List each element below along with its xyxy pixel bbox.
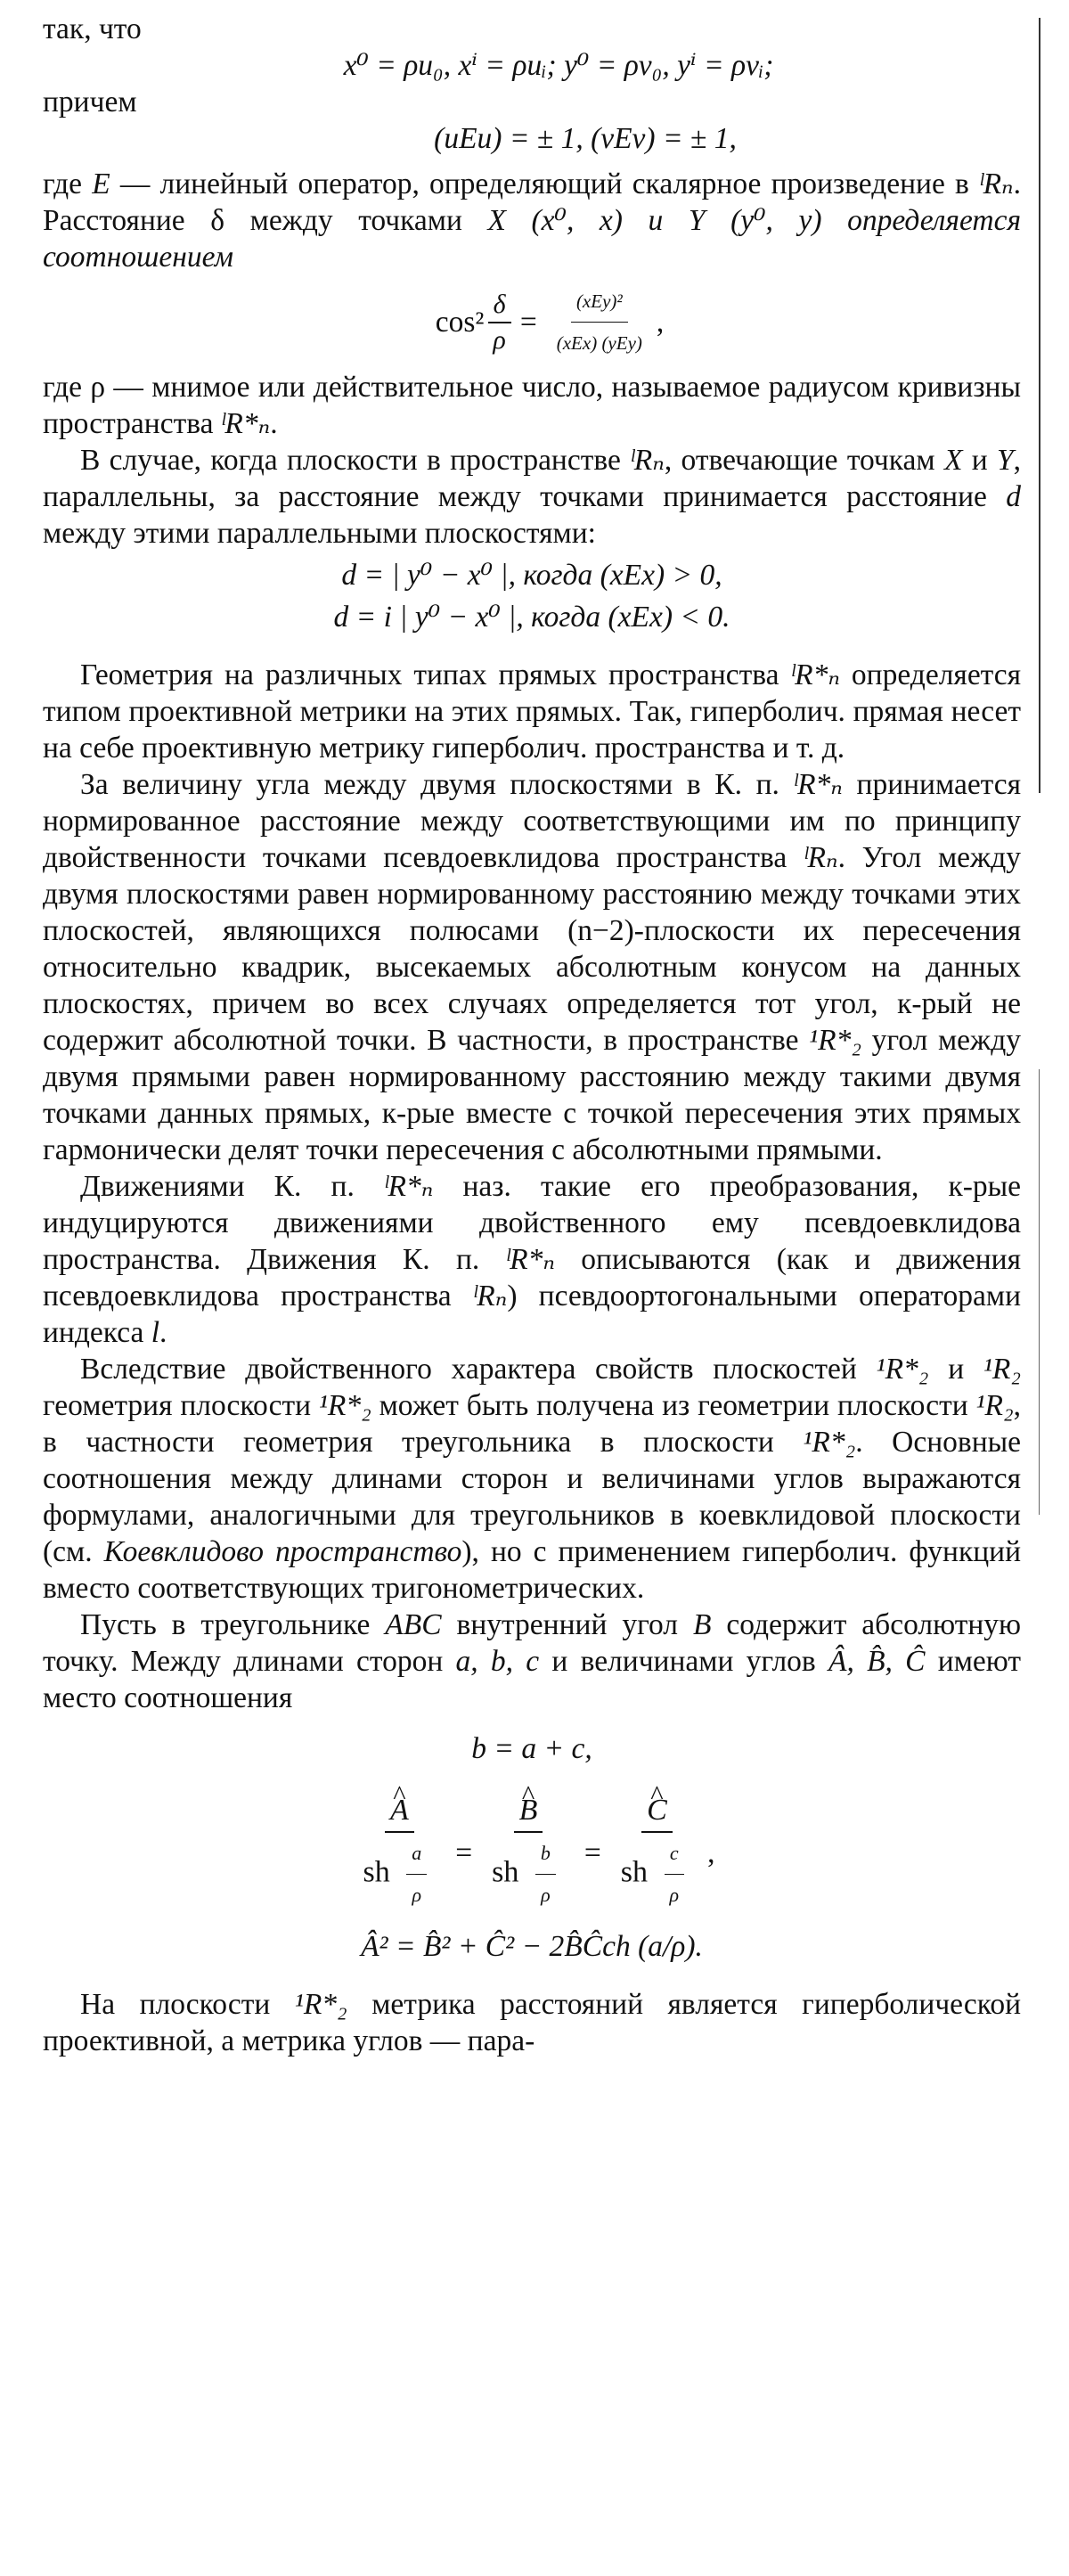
paragraph-triangle: Пусть в треугольнике ABC внутренний угол B содержит абсолютную точку. Между длинами сторон a, b, c и величинами углов Â, B̂, Ĉ имеют место соотношения — [43, 1608, 1022, 1714]
intro-line-2: причем — [43, 86, 137, 119]
equation-side-sum: b = a + c, — [471, 1732, 592, 1765]
paragraph-parallel-planes: В случае, когда плоскости в пространстве ˡRₙ, отвечающие точкам X и Y, параллельны, за расстояние между точками принимается расстояние d между этими параллельными плоскостями: — [43, 444, 1022, 550]
equation-cosine-law: Â² = B̂² + Ĉ² − 2B̂Ĉch (a/ρ). — [361, 1930, 703, 1963]
paragraph-motions: Движениями К. п. ˡR*ₙ наз. такие его преобразования, к-рые индуцируются движениями двойственного ему псевдоевклидова пространства. Движения К. п. ˡR*ₙ описываются (как и движения псевдоевклидова пространства ˡRₙ) псевдоортогональными операторами индекса l. — [43, 1170, 1022, 1349]
equation-distance-imaginary: d = i | y⁰ − x⁰ |, когда (xEx) < 0. — [333, 601, 730, 634]
equation-distance-real: d = | y⁰ − x⁰ |, когда (xEx) > 0, — [341, 559, 722, 592]
paragraph-curvature-radius: где ρ — мнимое или действительное число, называемое радиусом кривизны пространства ˡR*ₙ. — [43, 371, 1021, 440]
paragraph-angle-between-planes: За величину угла между двумя плоскостями в К. п. ˡR*ₙ принимается нормированное расстояние между соответствующими им по принципу двойственности точками псевдоевклидова пространства ˡRₙ. Угол между двумя плоскостями равен нормированному расстоянию между точками этих плоскостей, являющихся полюсами (n−2)-плоскости их пересечения относительно квадрик, высекаемых абсолютным конусом на данных плоскостях, причем во всех случаях определяется тот угол, к-рый не содержит абсолютной точки. В частности, в пространстве ¹R*₂ угол между двумя прямыми равен нормированному расстоянию между такими двумя точками данных прямых, к-рые вместе с точкой пересечения этих прямых гармонически делят точки пересечения с абсолютными прямыми. — [43, 768, 1022, 1166]
paragraph-duality: Вследствие двойственного характера свойств плоскостей ¹R*₂ и ¹R₂ геометрия плоскости ¹R*₂ может быть получена из геометрии плоскости ¹R₂, в частности геометрия треугольника в плоскости ¹R*₂. Основные соотношения между длинами сторон и величинами углов выражаются формулами, аналогичными для треугольников в коевклидовой плоскости (см. Коевклидово пространство), но с применением гиперболич. функций вместо соответствующих тригонометрических. — [43, 1353, 1022, 1605]
equation-sine-law: ^ A sh $\frac{a}{\rho}$ = ^ B sh $\frac{b}{\rho}$ = ^ C sh $\frac{c}{\rho}$ , — [43, 1792, 1021, 1914]
paragraph-distance-definition: где E — линейный оператор, определяющий скалярное произведение в ˡRₙ. Расстояние δ между точками X (x⁰, x) и Y (y⁰, y) определяется соотношением — [43, 168, 1022, 274]
equation-coordinates: x⁰ = ρu₀, xⁱ = ρuᵢ; y⁰ = ρv₀, yⁱ = ρvᵢ; — [343, 49, 774, 82]
paragraph-plane-metric: На плоскости ¹R*₂ метрика расстояний является гиперболической проективной, а метрика углов — пара- — [43, 1988, 1022, 2057]
margin-rule — [1039, 18, 1040, 793]
margin-rule-lower — [1039, 1069, 1040, 1515]
equation-cosine-distance: cos² $\frac{\delta}{\rho}$ = $\frac{\text{(xEy)²}}{\text{(xEx) (yEy)}}$ , — [43, 282, 1021, 362]
document-page — [43, 11, 1021, 2059]
paragraph-line-geometry: Геометрия на различных типах прямых пространства ˡR*ₙ определяется типом проективной метрики на этих прямых. Так, гиперболич. прямая несет на себе проективную метрику гиперболич. пространства и т. д. — [43, 658, 1022, 765]
reference-link[interactable]: Коевклидово пространство — [103, 1535, 462, 1568]
equation-normalization: (uEu) = ± 1, (vEv) = ± 1, — [434, 122, 737, 155]
intro-line: так, что — [43, 12, 142, 45]
